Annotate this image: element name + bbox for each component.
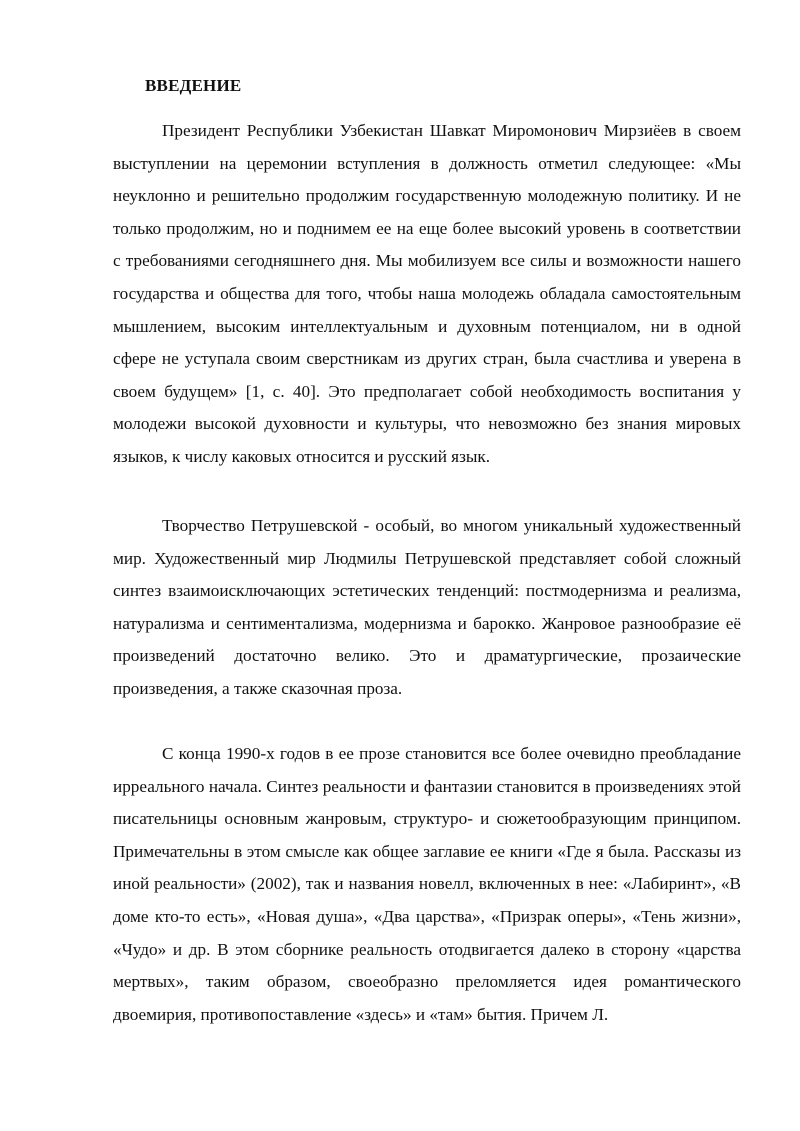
paragraph-petrushevskaya-world: Творчество Петрушевской - особый, во многом уникальный художественный мир. Художественный мир Людмилы Петрушевской представляет собой сложный синтез взаимоисключающих эстетических тенденций: постмодернизма и реализма, натурализма и сентиментализма, модернизма и барокко. Жанровое разнообразие её произведений достаточно велико. Это и драматургические, прозаические произведения, а также сказочная проза. bbox=[113, 516, 741, 698]
paragraph-intro: Президент Республики Узбекистан Шавкат Миромонович Мирзиёев в своем выступлении на церемонии вступления в должность отметил следующее: «Мы неуклонно и решительно продолжим государственную молодежную политику. И не только продолжим, но и поднимем ее на еще более высокий уровень в соответствии с требованиями сегодняшнего дня. Мы мобилизуем все силы и возможности нашего государства и общества для того, чтобы наша молодежь обладала самостоятельным мышлением, высоким интеллектуальным и духовным потенциалом, ни в одной сфере не уступала своим сверстникам из других стран, была счастлива и уверена в своем будущем» [1, с. 40]. Это предполагает собой необходимость воспитания у молодежи высокой духовности и культуры, что невозможно без знания мировых языков, к числу каковых относится и русский язык. bbox=[113, 121, 741, 466]
paragraph-irreal-prose: С конца 1990-х годов в ее прозе становится все более очевидно преобладание ирреального начала. Синтез реальности и фантазии становится в произведениях этой писательницы основным жанровым, структуро- и сюжетообразующим принципом. Примечательны в этом смысле как общее заглавие ее книги «Где я была. Рассказы из иной реальности» (2002), так и названия новелл, включенных в нее: «Лабиринт», «В доме кто-то есть», «Новая душа», «Два царства», «Призрак оперы», «Тень жизни», «Чудо» и др. В этом сборнике реальность отодвигается далеко в сторону «царства мертвых», таким образом, своеобразно преломляется идея романтического двоемирия, противопоставление «здесь» и «там» бытия. Причем Л. bbox=[113, 744, 741, 1024]
section-heading: ВВЕДЕНИЕ bbox=[145, 76, 242, 95]
